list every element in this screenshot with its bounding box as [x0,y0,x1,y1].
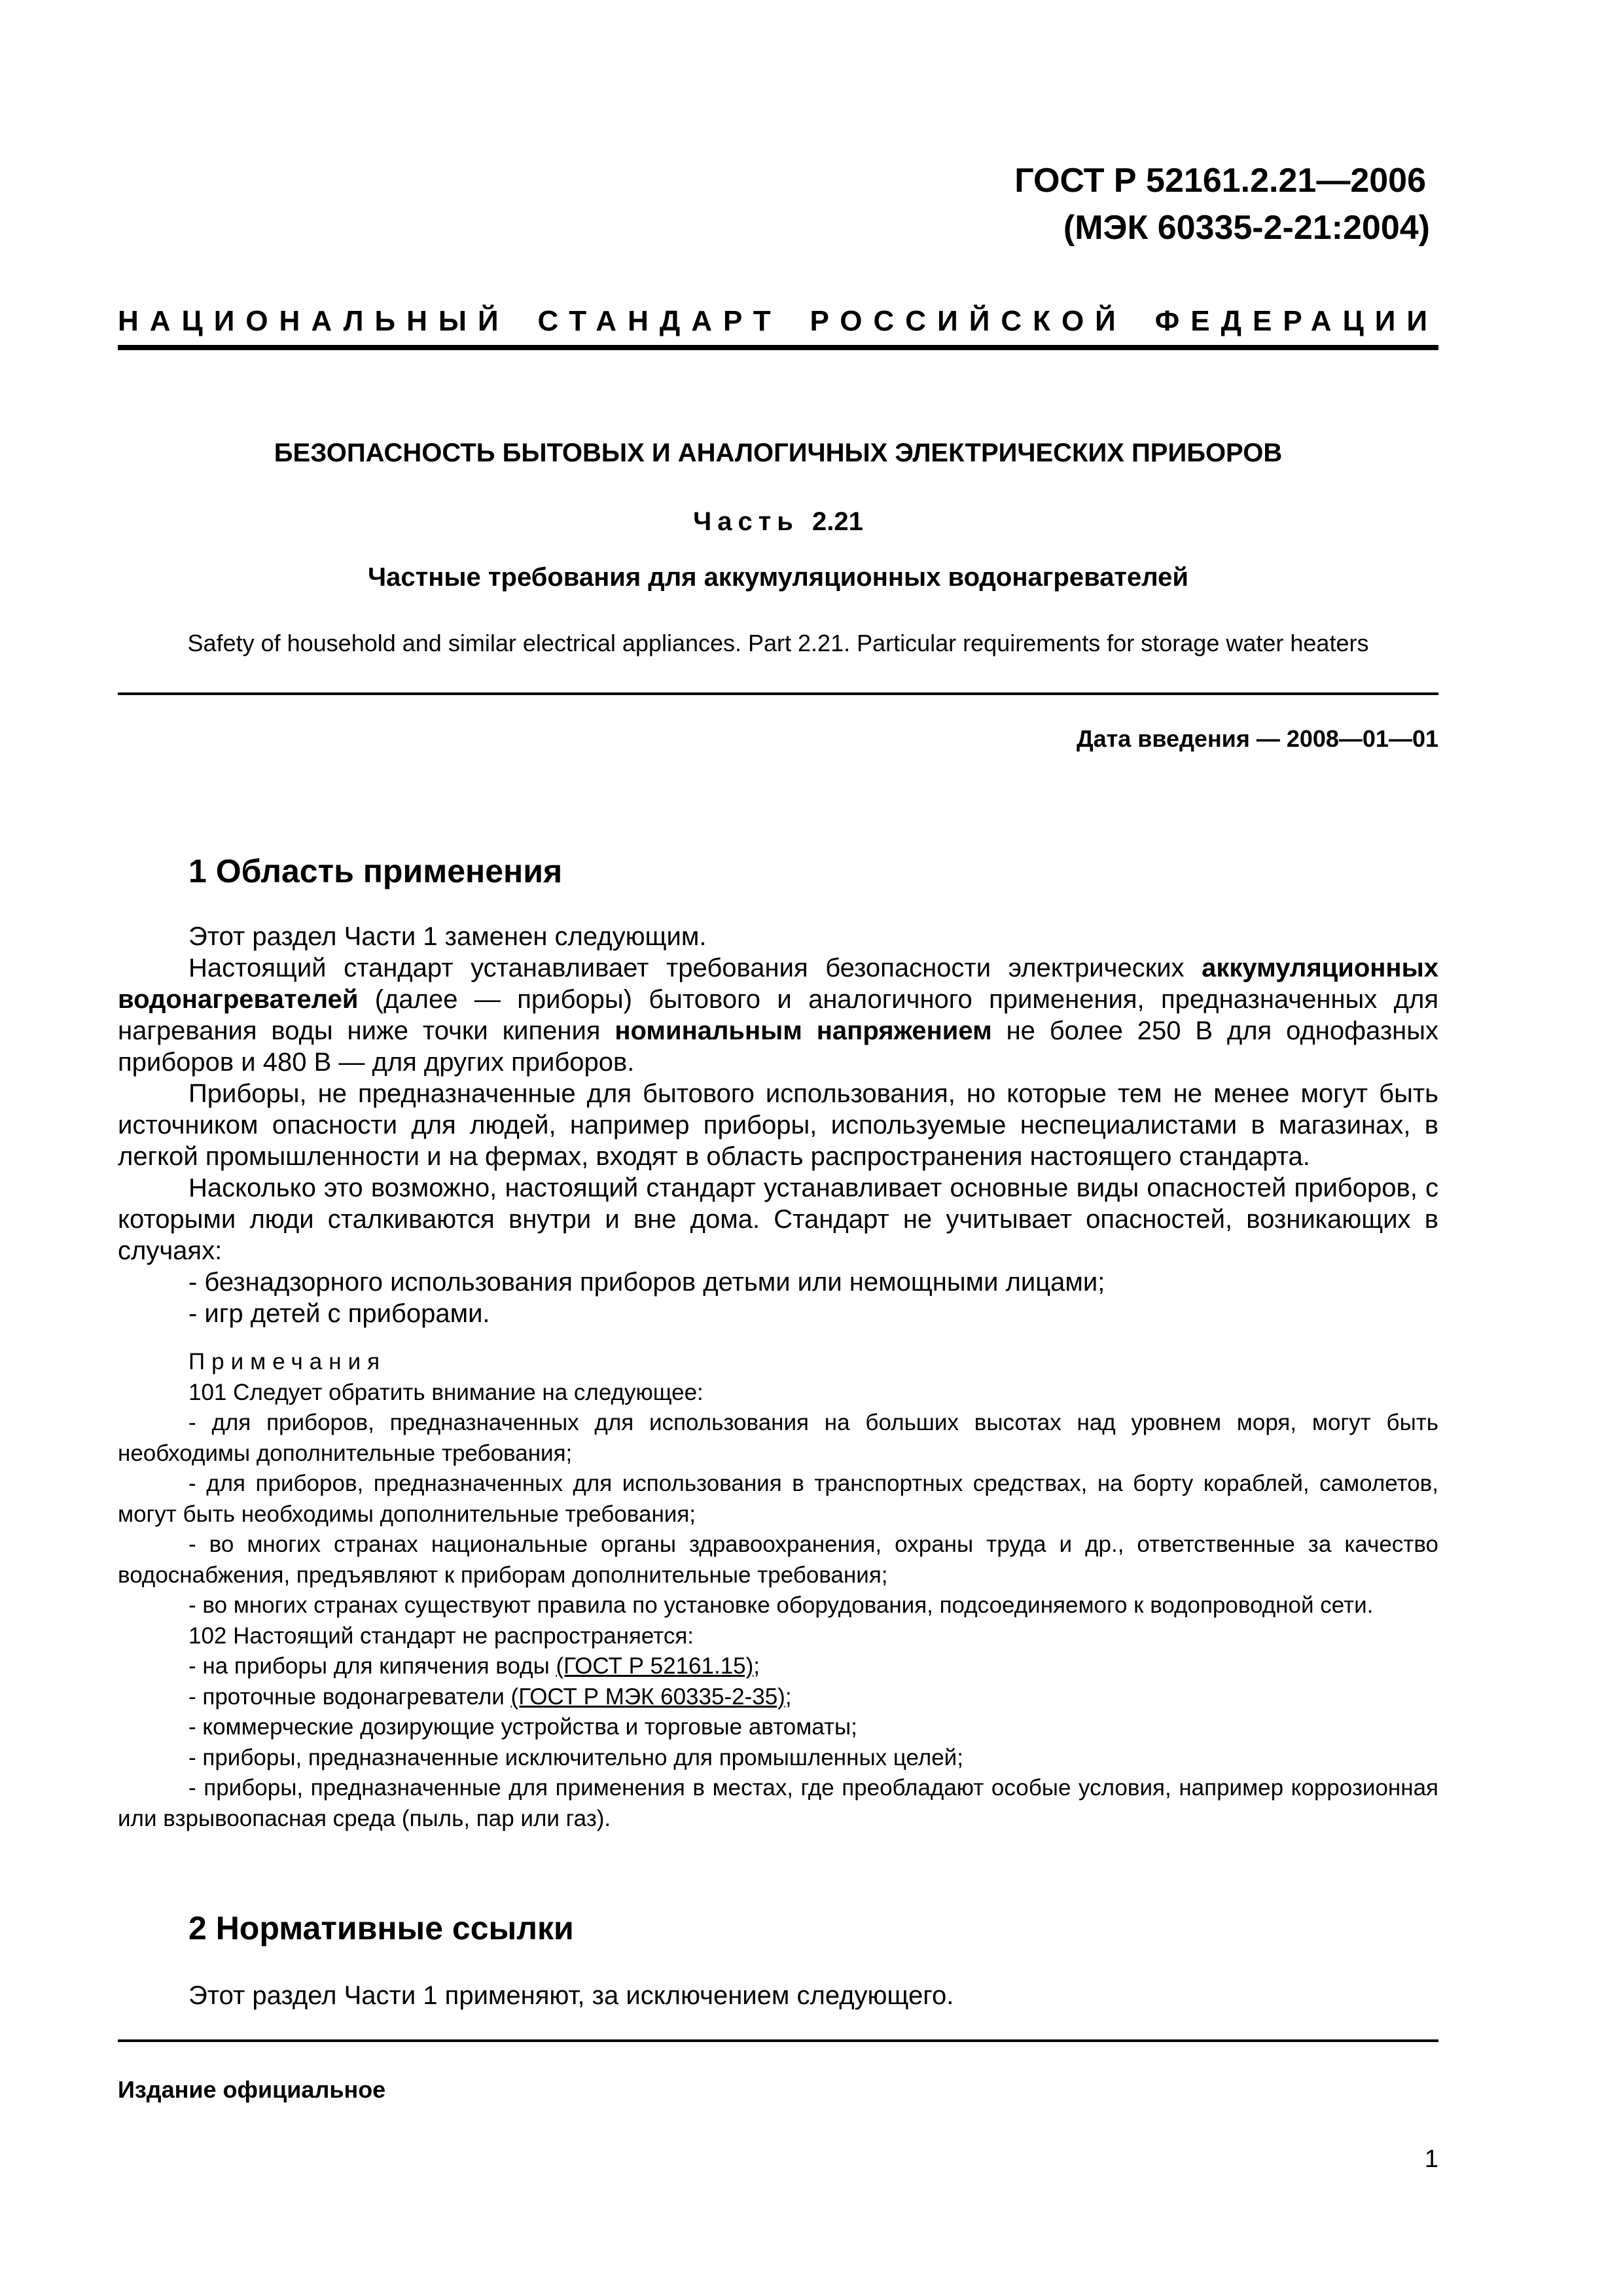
list-item: - приборы, предназначенные для применения в местах, где преобладают особые условия, например коррозионная или взрывоопасная среда (пыль, пар или газ). [118,1775,1438,1831]
section-2-body [118,1980,1438,2011]
paragraph: Настоящий стандарт устанавливает требования безопасности электрических аккумуляционных водонагревателей (далее — приборы) бытового и аналогичного применения, предназначенных для нагревания воды ниже точки кипения номинальным напряжением не более 250 В для однофазных приборов и 480 В — для других приборов. [118,954,1438,1077]
notes-block [118,1347,1438,1834]
reference-link-iec-60335-2-35[interactable]: (ГОСТ Р МЭК 60335-2-35) [510,1683,785,1710]
gost-number-block [1014,157,1430,251]
list-item: - для приборов, предназначенных для использования на больших высотах над уровнем моря, могут быть необходимы дополнительные требования; [118,1410,1438,1466]
paragraph: Этот раздел Части 1 заменен следующим. [188,922,707,951]
title-divider [118,345,1438,350]
part-heading [118,507,1438,537]
introduction-date: Дата введения — 2008—01—01 [1076,725,1438,752]
national-title-word: НАЦИОНАЛЬНЫЙ [118,305,510,337]
national-title-word: РОССИЙСКОЙ [810,305,1127,337]
term-storage-water-heaters: аккумуляционных водонагревателей [118,954,1438,1014]
list-item: - игр детей с приборами. [188,1299,490,1328]
particular-title: Частные требования для аккумуляционных водонагревателей [368,563,1188,592]
list-item: - на приборы для кипячения воды (ГОСТ Р 52161.15); [188,1653,760,1679]
header-divider [118,692,1438,695]
list-item: - во многих странах существуют правила по установке оборудования, подсоединяемого к водопроводной сети. [188,1592,1374,1618]
part-word: Часть [693,507,799,536]
list-item: - приборы, предназначенные исключительно для промышленных целей; [188,1744,963,1770]
note-101: 101 Следует обратить внимание на следующее: [188,1379,704,1405]
list-item: - безнадзорного использования приборов детьми или немощными лицами; [188,1268,1105,1297]
term-rated-voltage: номинальным напряжением [615,1016,992,1045]
national-standard-title [118,305,1438,338]
national-title-word: ФЕДЕРАЦИИ [1154,305,1438,337]
section-1-body [118,921,1438,1329]
section-2-heading: 2 Нормативные ссылки [188,1910,574,1946]
list-item: - во многих странах национальные органы здравоохранения, охраны труда и др., ответственные за качество водоснабжения, предъявляют к приборам дополнительные требования; [118,1532,1438,1588]
iec-number: (МЭК 60335-2-21:2004) [1063,209,1430,247]
reference-link-gost-52161-15[interactable]: (ГОСТ Р 52161.15) [556,1653,754,1679]
list-item: - проточные водонагреватели (ГОСТ Р МЭК 60335-2-35); [188,1683,792,1710]
notes-title: Примечания [188,1349,387,1374]
document-title: БЕЗОПАСНОСТЬ БЫТОВЫХ И АНАЛОГИЧНЫХ ЭЛЕКТРИЧЕСКИХ ПРИБОРОВ [274,439,1283,467]
national-title-word: СТАНДАРТ [537,305,782,337]
official-edition-label: Издание официальное [118,2076,386,2103]
list-item: - коммерческие дозирующие устройства и торговые автоматы; [188,1714,857,1740]
paragraph: Насколько это возможно, настоящий стандарт устанавливает основные виды опасностей приборов, с которыми люди сталкиваются внутри и вне дома. Стандарт не учитывает опасностей, возникающих в случаях: [118,1174,1438,1265]
part-number: 2.21 [812,507,863,536]
page-number: 1 [1424,2145,1438,2173]
note-102: 102 Настоящий стандарт не распространяется: [188,1623,694,1649]
paragraph: Этот раздел Части 1 применяют, за исключением следующего. [188,1981,954,2010]
section-1-heading: 1 Область применения [188,853,563,889]
english-title: Safety of household and similar electrical appliances. Part 2.21. Particular requirements for storage water heaters [187,630,1369,656]
gost-number: ГОСТ Р 52161.2.21—2006 [1014,162,1426,200]
list-item: - для приборов, предназначенных для использования в транспортных средствах, на борту кораблей, самолетов, могут быть необходимы дополнительные требования; [118,1471,1438,1527]
footer-divider [118,2039,1438,2042]
paragraph: Приборы, не предназначенные для бытового использования, но которые тем не менее могут быть источником опасности для людей, например приборы, используемые неспециалистами в магазинах, в легкой промышленности и на фермах, входят в область распространения настоящего стандарта. [118,1079,1438,1171]
